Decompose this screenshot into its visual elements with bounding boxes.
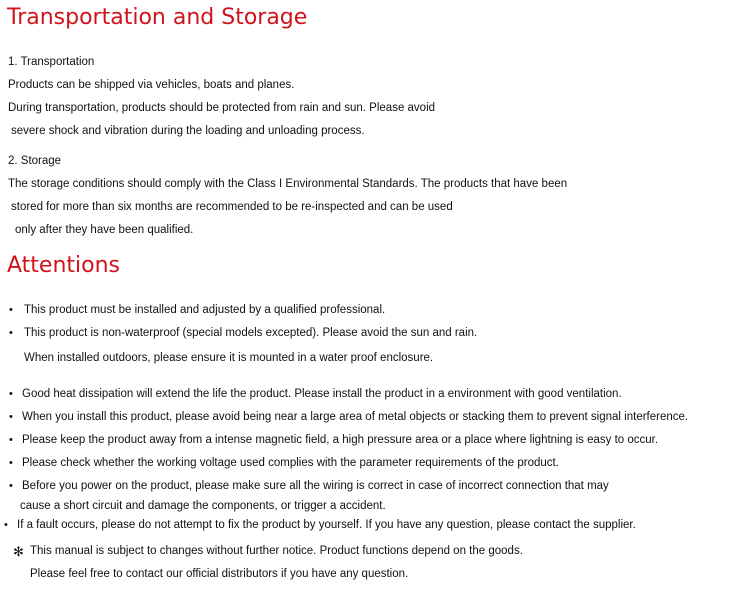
attention-item-4: When you install this product, please avoid being near a large area of metal objects or stacking them to prevent signal interference. — [22, 411, 689, 423]
transportation-line-3: severe shock and vibration during the loading and unloading process. — [11, 125, 365, 137]
attention-item-3: Good heat dissipation will extend the life the product. Please install the product in a environment with good ventilation. — [22, 388, 622, 400]
bullet-icon: • — [9, 327, 13, 339]
attention-item-1: This product must be installed and adjusted by a qualified professional. — [24, 304, 386, 316]
attention-item-2-continued: When installed outdoors, please ensure it is mounted in a water proof enclosure. — [24, 352, 434, 364]
attention-item-2: This product is non-waterproof (special models excepted). Please avoid the sun and rain. — [24, 327, 478, 339]
attention-item-6: Please check whether the working voltage used complies with the parameter requirements of the product. — [22, 457, 559, 469]
attention-item-7: Before you power on the product, please make sure all the wiring is correct in case of incorrect connection that may — [22, 480, 609, 492]
bullet-icon: • — [9, 434, 13, 446]
storage-line-2: stored for more than six months are recommended to be re-inspected and can be used — [11, 201, 453, 213]
attention-item-8: If a fault occurs, please do not attempt to fix the product by yourself. If you have any question, please contact the supplier. — [17, 519, 636, 531]
note-line-2: Please feel free to contact our official distributors if you have any question. — [30, 568, 409, 580]
bullet-icon: • — [9, 457, 13, 469]
storage-heading: 2. Storage — [8, 155, 62, 167]
note-line-1: This manual is subject to changes without further notice. Product functions depend on the goods. — [30, 545, 523, 557]
bullet-icon: • — [9, 304, 13, 316]
attention-item-7-continued: cause a short circuit and damage the components, or trigger a accident. — [20, 500, 386, 512]
asterisk-note-icon: ✻ — [13, 544, 24, 559]
transportation-heading: 1. Transportation — [8, 56, 95, 68]
storage-line-3: only after they have been qualified. — [15, 224, 194, 236]
bullet-icon: • — [9, 388, 13, 400]
bullet-icon: • — [9, 411, 13, 423]
bullet-icon: • — [4, 519, 8, 531]
bullet-icon: • — [9, 480, 13, 492]
attention-item-5: Please keep the product away from a intense magnetic field, a high pressure area or a place where lightning is easy to occur. — [22, 434, 659, 446]
transportation-line-1: Products can be shipped via vehicles, boats and planes. — [8, 79, 295, 91]
transportation-storage-title: Transportation and Storage — [7, 5, 308, 30]
transportation-line-2: During transportation, products should be protected from rain and sun. Please avoid — [8, 102, 436, 114]
attentions-title: Attentions — [7, 253, 120, 278]
storage-line-1: The storage conditions should comply with the Class I Environmental Standards. The products that have been — [8, 178, 568, 190]
